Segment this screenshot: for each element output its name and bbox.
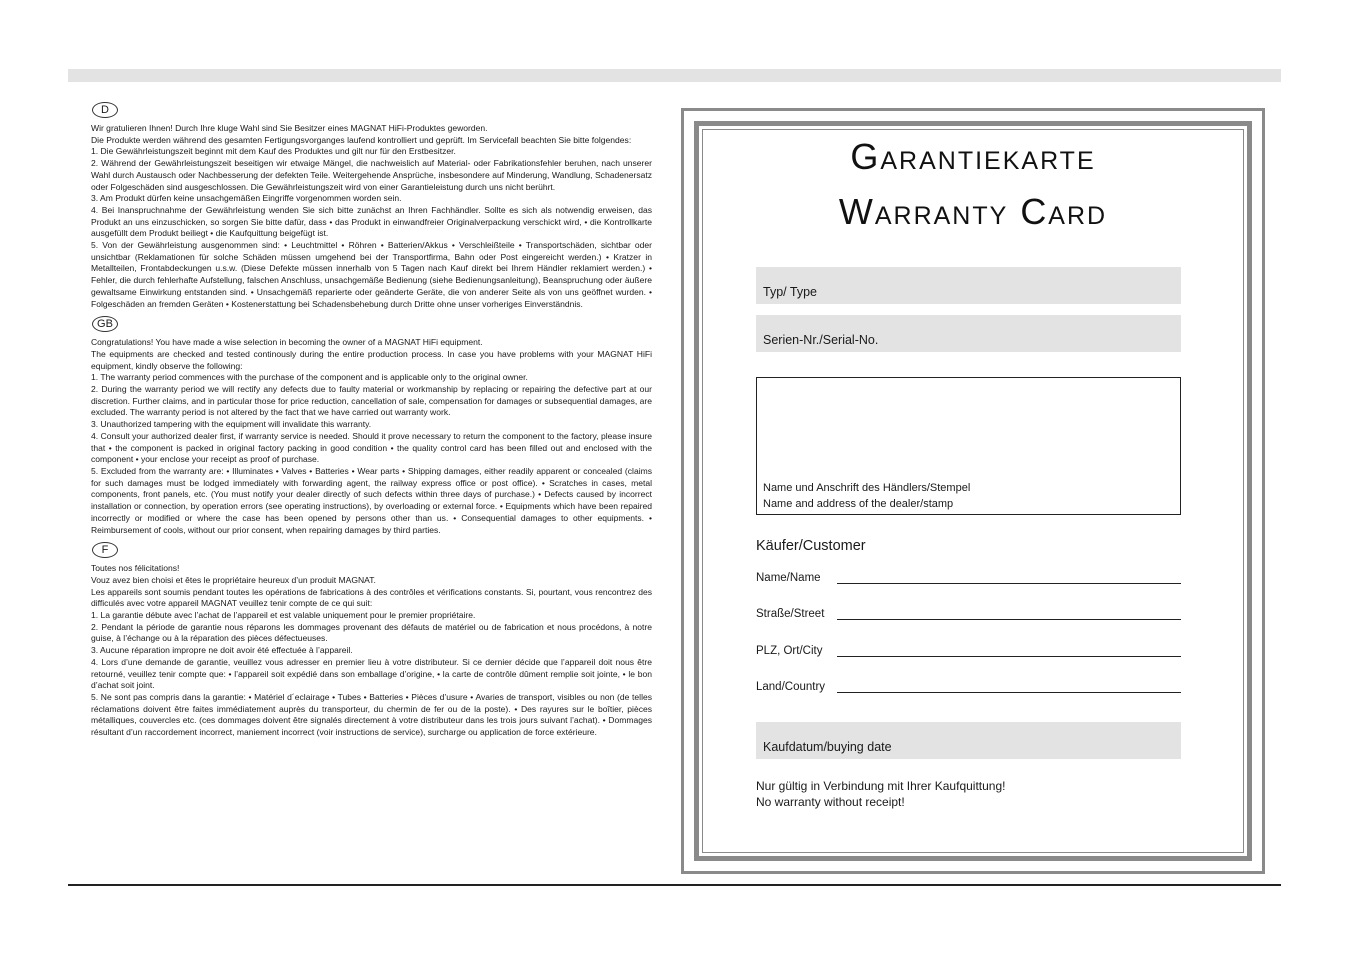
dealer-label-english: Name and address of the dealer/stamp bbox=[763, 498, 954, 510]
paragraph: 1. Die Gewährleistungszeit beginnt mit dem Kauf des Produktes und gilt nur für den Erstbesitzer. bbox=[91, 146, 456, 157]
bottom-rule bbox=[68, 884, 1281, 886]
customer-country-line bbox=[837, 692, 1181, 693]
paragraph: 3. Unauthorized tampering with the equipment will invalidate this warranty. bbox=[91, 419, 372, 430]
paragraph: Congratulations! You have made a wise selection in becoming the owner of a MAGNAT HiFi equipment. bbox=[91, 337, 483, 348]
paragraph: 1. The warranty period commences with the purchase of the component and is applicable only to the original owner. bbox=[91, 372, 528, 383]
customer-street-line bbox=[837, 619, 1181, 620]
paragraph: Die Produkte werden während des gesamten Fertigungsvorganges laufend kontrolliert und geprüft. Im Servicefall beachten Sie bitte folgendes: bbox=[91, 134, 632, 145]
dealer-label-german: Name und Anschrift des Händlers/Stempel bbox=[763, 482, 971, 494]
customer-street-label: Straße/Street bbox=[756, 608, 825, 620]
paragraph: Vouz avez bien choisi et êtes le propriétaire heureux d’un produit MAGNAT. bbox=[91, 574, 376, 585]
card-title-english: Warranty Card bbox=[838, 191, 1108, 232]
customer-country-field[interactable] bbox=[756, 681, 1181, 697]
card-title-german: Garantiekarte bbox=[850, 136, 1096, 177]
receipt-note-german: Nur gültig in Verbindung mit Ihrer Kaufquittung! bbox=[756, 779, 1006, 793]
paragraph: 4. Consult your authorized dealer first, if warranty service is needed. Should it prove necessary to return the component to the factory, please insure that • the component is packed in original factory packing in good condition • the quality control card has been filled out and enclosed with the component • your enclose your receipt as proof of purchase. bbox=[91, 430, 652, 465]
customer-city-line bbox=[837, 656, 1181, 657]
dealer-stamp-box[interactable] bbox=[756, 377, 1181, 515]
customer-street-field[interactable] bbox=[756, 608, 1181, 624]
customer-city-label: PLZ, Ort/City bbox=[756, 645, 823, 657]
paragraph: 4. Lors d’une demande de garantie, veuillez vous adresser en premier lieu à votre distributeur. Si ce dernier décide que l’appareil doit nous être retourné, veuillez tenir compte que: • l’appareil soit expédié dans son emballage d’origine, • la carte de contrôle dûment remplie soit jointe, • le bon d’achat soit joint. bbox=[91, 656, 652, 691]
purchase-date-field[interactable] bbox=[756, 722, 1181, 759]
warranty-terms-column bbox=[91, 100, 652, 743]
customer-heading: Käufer/Customer bbox=[756, 538, 866, 554]
language-badge-de: D bbox=[92, 102, 118, 118]
paragraph: 2. Pendant la période de garantie nous réparons les dommages provenant des défauts de matériel ou de fabrication et nous procédons, à notre guise, à l’échange ou à la réparation des pièces défectueuses. bbox=[91, 621, 652, 644]
paragraph: 5. Ne sont pas compris dans la garantie: • Matériel d´eclairage • Tubes • Batteries • Pièces d’usure • Avaries de transport, visibles ou non (de telles réclamations doivent être faites immédiatement auprès du transporteur, du chermin de fer ou de la poste). • Des rayures sur le boîtier, pièces métalliques, couvercles etc. (ces dommages doivent être signalés directement à votre distributeur dans les trois jours suivant l’achat). • Dommages résultant d’un raccordement incorrect, maniement incorrect (voir instructions de service), surcharge ou application de force extérieure. bbox=[91, 691, 652, 738]
receipt-note-english: No warranty without receipt! bbox=[756, 795, 905, 809]
paragraph: Toutes nos félicitations! bbox=[91, 563, 180, 574]
customer-name-label: Name/Name bbox=[756, 572, 821, 584]
section-german bbox=[91, 100, 652, 310]
paragraph: 5. Excluded from the warranty are: • Illuminates • Valves • Batteries • Wear parts • Shipping damages, either readily apparent or concealed (claims for such damages must be lodged immediately with forwarding agent, the railway express office or post office). • Scratches in cases, metal components, front panels, etc. (You must notify your dealer directly of such defects within three days of purchase.) • Defects caused by incorrect installation or connection, by operation errors (see operating instructions), by overloading or external force. • Equipments which have been repaired incorrectly or modified or where the case has been opened by persons other than us. • Consequential damages to other equipments. • Reimbursement of cools, without our prior consent, when repairing damages by third parties. bbox=[91, 465, 652, 535]
paragraph: 3. Aucune réparation impropre ne doit avoir été effectuée à l’appareil. bbox=[91, 645, 353, 656]
top-decorative-bar bbox=[68, 69, 1281, 82]
paragraph: 2. Während der Gewährleistungszeit beseitigen wir etwaige Mängel, die nachweislich auf Material- oder Fabrikationsfehler beruhen, nach unserer Wahl durch Austausch oder Nachbesserung der defekten Teile. Weitergehende Ansprüche, insbesondere auf Minderung, Wandlung, Schadenersatz oder Folgeschäden sind ausgeschlossen. Die Gewährleistungszeit wird von einer Garantieleistung durch uns nicht berührt. bbox=[91, 158, 652, 192]
paragraph: Les appareils sont soumis pendant toutes les opérations de fabrications à des contrôles et vérifications constants. Si, pourtant, vous rencontrez des difficulés avec votre appareil MAGNAT veuillez tenir compte de ce qui suit: bbox=[91, 586, 652, 609]
section-french bbox=[91, 540, 652, 739]
customer-city-field[interactable] bbox=[756, 645, 1181, 661]
customer-name-field[interactable] bbox=[756, 572, 1181, 588]
paragraph: 1. La garantie débute avec l’achat de l’appareil et est valable uniquement pour le premier propriétaire. bbox=[91, 610, 476, 621]
serial-number-label: Serien-Nr./Serial-No. bbox=[763, 333, 879, 347]
type-field[interactable] bbox=[756, 267, 1181, 304]
section-english bbox=[91, 314, 652, 536]
paragraph: 2. During the warranty period we will rectify any defects due to faulty material or workmanship by replacing or repairing the defective part at our discretion. Further claims, and in particular those for price reduction, cancellation of sale, compensation for damages or subsequential damages, are excluded. The warranty period is not altered by the fact that we have carried out warranty work. bbox=[91, 384, 652, 418]
purchase-date-label: Kaufdatum/buying date bbox=[763, 740, 892, 754]
paragraph: Wir gratulieren Ihnen! Durch Ihre kluge Wahl sind Sie Besitzer eines MAGNAT HiFi-Produktes geworden. bbox=[91, 123, 488, 133]
customer-name-line bbox=[837, 583, 1181, 584]
serial-number-field[interactable] bbox=[756, 315, 1181, 352]
paragraph: The equipments are checked and tested continously during the entire production process. In case you have problems with your MAGNAT HiFi equipment, kindly observe the following: bbox=[91, 348, 652, 371]
customer-country-label: Land/Country bbox=[756, 681, 826, 693]
type-label: Typ/ Type bbox=[763, 285, 817, 299]
language-badge-f: F bbox=[92, 542, 118, 558]
paragraph: 4. Bei Inanspruchnahme der Gewährleistung wenden Sie sich bitte zunächst an Ihren Fachhändler. Sollte es sich als notwendig erweisen, das Produkt an uns einzuschicken, so sorgen Sie bitte dafür, dass • das Produkt in einwandfreier Originalverpackung verschickt wird, • die Kontrollkarte ausgefüllt dem Produkt beiliegt • die Kaufquittung beigefügt ist. bbox=[91, 204, 652, 239]
paragraph: 3. Am Produkt dürfen keine unsachgemäßen Eingriffe vorgenommen worden sein. bbox=[91, 193, 402, 204]
language-badge-gb: GB bbox=[92, 316, 118, 332]
paragraph: 5. Von der Gewährleistung ausgenommen sind: • Leuchtmittel • Röhren • Batterien/Akkus • Verschleißteile • Transportschäden, sichtbar oder unsichtbar (Reklamationen für solche Schäden müssen umgehend bei der Transportfirma, Bahn oder Post eingereicht werden.) • Kratzer in Metallteilen, Frontabdeckungen u.s.w. (Diese Defekte müssen innerhalb von 5 Tagen nach Kauf direkt bei Ihrem Händler reklamiert werden.) • Fehler, die durch fehlerhafte Aufstellung, falschen Anschluss, unsachgemäße Bedienung (siehe Bedienungsanleitung), Beanspruchung oder äußere gewaltsame Einwirkung entstanden sind. • Unsachgemäß reparierte oder geänderte Geräte, die von anderer Seite als von uns geöffnet wurden. • Folgeschäden an fremden Geräten • Kostenerstattung bei Schadensbehebung durch Dritte ohne unser vorheriges Einverständnis. bbox=[91, 240, 652, 309]
